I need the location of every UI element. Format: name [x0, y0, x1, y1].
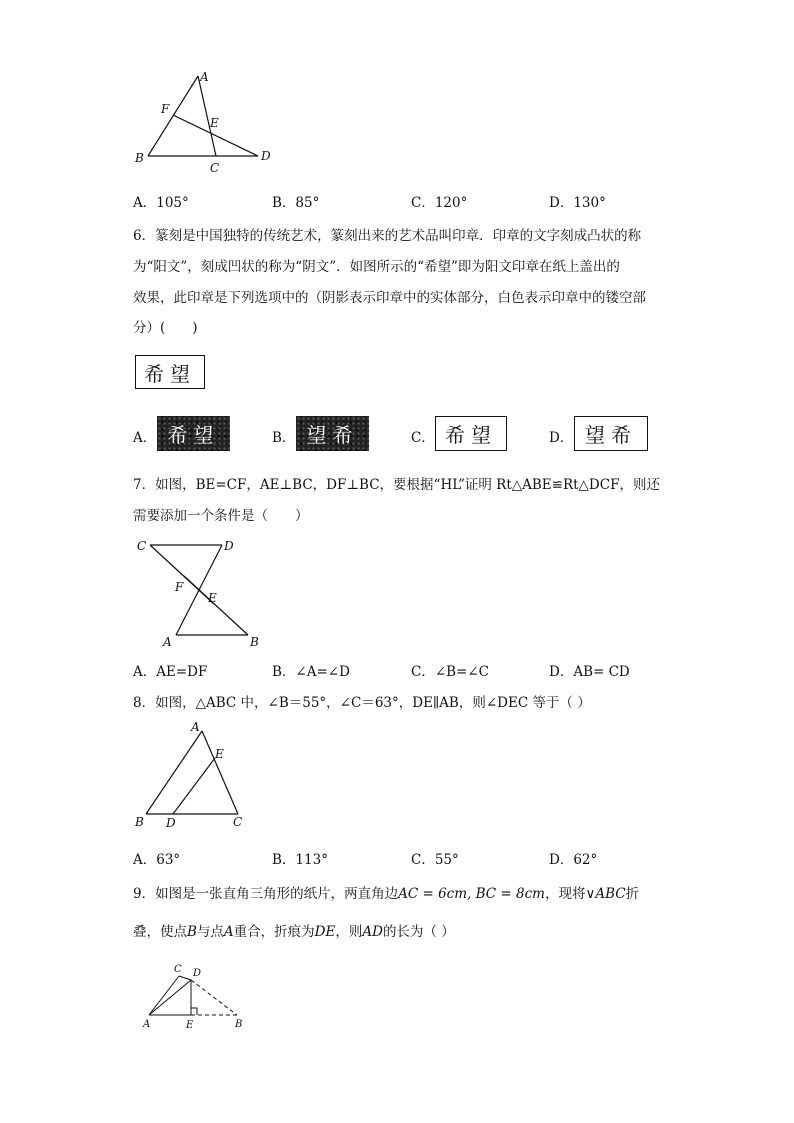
q7-text-line-2: 需要添加一个条件是（ ）	[133, 508, 309, 524]
q7-option-c[interactable]: C．∠B=∠C	[411, 664, 490, 680]
q9-label-d: D	[193, 968, 202, 979]
q9-text-line-2	[133, 920, 455, 940]
q7-option-a[interactable]: A．AE=DF	[133, 664, 208, 680]
q9-math-ad: AD	[362, 924, 383, 940]
q6-option-b-label[interactable]: B．	[272, 430, 296, 446]
q9-label-c: C	[174, 964, 182, 975]
q8-label-a: A	[191, 720, 200, 734]
q6-option-c-label[interactable]: C．	[411, 430, 435, 446]
q5-option-c[interactable]: C．120°	[411, 195, 468, 211]
q9-text-2c: 重合，折痕为	[233, 924, 315, 940]
q8-label-b: B	[135, 815, 144, 829]
q9-math-b: B	[187, 924, 197, 940]
q9-text-2a: 叠，使点	[133, 924, 187, 940]
q9-text-2b: 与点	[196, 924, 224, 940]
q8-option-b[interactable]: B．113°	[272, 852, 328, 868]
q6-option-c-seal[interactable]: 希望	[435, 416, 507, 451]
q5-option-d[interactable]: D．130°	[549, 195, 606, 211]
q5-label-a: A	[200, 70, 209, 84]
q5-label-e: E	[210, 116, 219, 130]
q5-options	[133, 191, 653, 211]
q5-option-a[interactable]: A．105°	[133, 195, 189, 211]
q6-text-line-4: 分）( )	[133, 320, 198, 336]
q9-label-b: B	[235, 1019, 243, 1030]
q8-label-c: C	[233, 815, 243, 829]
q8-label-d: D	[166, 816, 176, 830]
q5-option-b[interactable]: B．85°	[272, 195, 320, 211]
q5-label-b: B	[135, 151, 144, 165]
q9-math-sides: AC = 6cm, BC = 8cm	[398, 886, 545, 902]
q6-text-line-1: 6．篆刻是中国独特的传统艺术，篆刻出来的艺术品叫印章．印章的文字刻成凸状的称	[133, 228, 642, 244]
q9-text-2e: 的长为（ ）	[382, 924, 455, 940]
q9-math-a: A	[223, 924, 234, 940]
q6-option-d-label[interactable]: D．	[549, 430, 574, 446]
q8-text-line: 8．如图，△ABC 中，∠B＝55°，∠C＝63°，DE∥AB，则∠DEC 等于（ ）	[133, 695, 591, 711]
q7-label-d: D	[224, 539, 234, 553]
q5-label-d: D	[261, 149, 271, 163]
q7-text-line-1: 7．如图，BE=CF，AE⊥BC，DF⊥BC，要根据“HL”证明 Rt△ABE≌Rt△DCF，则还	[133, 477, 660, 493]
q8-option-d[interactable]: D．62°	[549, 852, 598, 868]
q7-label-b: B	[250, 635, 259, 649]
q7-label-f: F	[175, 580, 184, 594]
q9-text-1a: 9．如图是一张直角三角形的纸片，两直角边	[133, 886, 399, 902]
q7-option-b[interactable]: B．∠A=∠D	[272, 664, 350, 680]
q7-label-c: C	[137, 539, 147, 553]
q6-option-d-seal[interactable]: 望希	[574, 416, 648, 451]
q6-option-a-label[interactable]: A．	[133, 430, 157, 446]
q6-option-a-seal[interactable]: 希望	[157, 416, 230, 451]
q8-option-c[interactable]: C．55°	[411, 852, 459, 868]
q6-text-line-3: 效果，此印章是下列选项中的（阴影表示印章中的实体部分，白色表示印章中的镂空部	[133, 290, 646, 306]
q8-options	[133, 848, 653, 868]
q8-figure	[130, 718, 260, 833]
q9-text-1b: ，现将	[544, 886, 586, 902]
q6-main-seal: 希望	[135, 355, 205, 389]
q5-label-f: F	[161, 102, 170, 116]
q9-label-a: A	[143, 1019, 151, 1030]
q6-option-b-seal[interactable]: 望希	[296, 416, 369, 451]
q9-text-2d: ，则	[335, 924, 363, 940]
q9-text-1c: 折	[625, 886, 640, 902]
q7-options	[133, 660, 653, 680]
q5-figure	[130, 68, 280, 178]
q7-label-a: A	[163, 635, 172, 649]
q9-figure	[135, 958, 255, 1038]
q7-label-e: E	[208, 591, 217, 605]
q9-math-triangle: ∨ABC	[585, 886, 626, 902]
q8-label-e: E	[215, 747, 224, 761]
q9-label-e: E	[186, 1020, 194, 1031]
q6-text-line-2: 为“阳文”，刻成凹状的称为“阴文”．如图所示的“希望”即为阳文印章在纸上盖出的	[133, 259, 620, 275]
q5-label-c: C	[210, 161, 220, 175]
q9-math-de: DE	[314, 924, 336, 940]
q9-text-line-1	[133, 882, 639, 902]
q7-option-d[interactable]: D．AB= CD	[549, 664, 630, 680]
q8-option-a[interactable]: A．63°	[133, 852, 181, 868]
q7-figure	[130, 532, 270, 652]
